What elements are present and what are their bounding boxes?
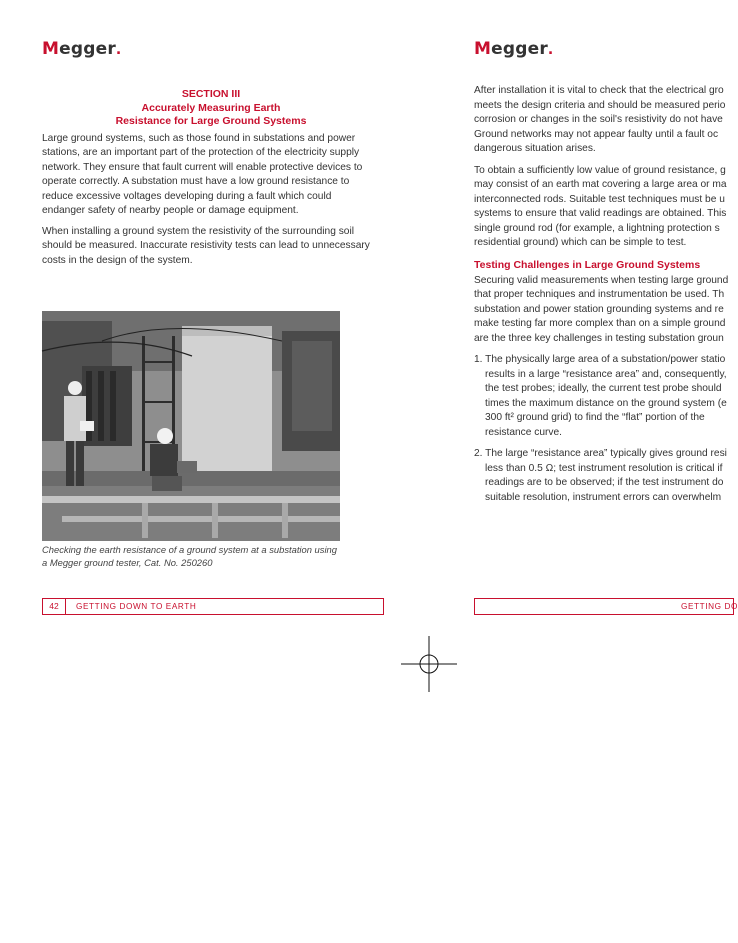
footer-left (42, 598, 384, 615)
right-paragraph-3: Securing valid measurements when testing large ground that proper techniques and instrumentation be used. Th substation and power station grounding systems and re make testing far more complex than on a simple ground are the three key challenges in testing substation groun (474, 274, 729, 344)
footer-title: GETTING DOWN TO EARTH (76, 602, 197, 611)
list-item: 1. The physically large area of a substation/power statio results in a large “resistance area” and, consequently, the test probes; ideally, the current test probe should times the maximum distance on the ground system (e 300 ft² ground grid) to find the “flat” portion of the resistance curve. (474, 354, 727, 438)
right-paragraph-2: To obtain a sufficiently low value of ground resistance, g may consist of an earth mat covering a large area or ma interconnected rods. Suitable test techniques must be u systems to ensure that valid readings are obtained. This single ground rod (for example, a lightning protection s residential ground) which can be simple to test. (474, 164, 727, 248)
left-page-content (42, 88, 380, 274)
megger-logo-left: Megger. (42, 39, 122, 59)
substation-photo (42, 311, 340, 541)
left-paragraph-2: When installing a ground system the resistivity of the surrounding soil should be measured. Inaccurate resistivity tests can lead to unnecessary costs in the design of the system. (42, 225, 370, 266)
footer-title: GETTING DO (681, 602, 738, 611)
section-heading: Testing Challenges in Large Ground Systems (474, 258, 701, 271)
list-item: 2. The large “resistance area” typically gives ground resi less than 0.5 Ω; test instrument resolution is critical if readings are to be observed; if the test instrument do suitable resolution, instrument errors can overwhelm (474, 448, 727, 503)
megger-logo-right: Megger. (474, 39, 554, 59)
right-paragraph-1: After installation it is vital to check that the electrical gro meets the design criteria and should be measured perio corrosion or changes in the soil's resistivity do not have Ground networks may not appear faulty until a fault oc dangerous situation arises. (474, 85, 726, 154)
left-paragraph-1: Large ground systems, such as those found in substations and power stations, are an important part of the protection of the electricity supply network. They ensure that fault current will enable protective devices to operate correctly. A substation must have a low ground resistance to reduce excessive voltages developing during a fault which could endanger safety of nearby people or damage equipment. (42, 132, 363, 216)
photo-caption: Checking the earth resistance of a ground system at a substation using a Megger ground tester, Cat. No. 250260 (42, 544, 337, 568)
footer-right (474, 598, 738, 615)
right-page-content (474, 84, 734, 512)
page-number: 42 (43, 599, 66, 614)
section-title: SECTION III Accurately Measuring Earth Resistance for Large Ground Systems (115, 88, 307, 127)
crosshair-icon (401, 636, 457, 692)
